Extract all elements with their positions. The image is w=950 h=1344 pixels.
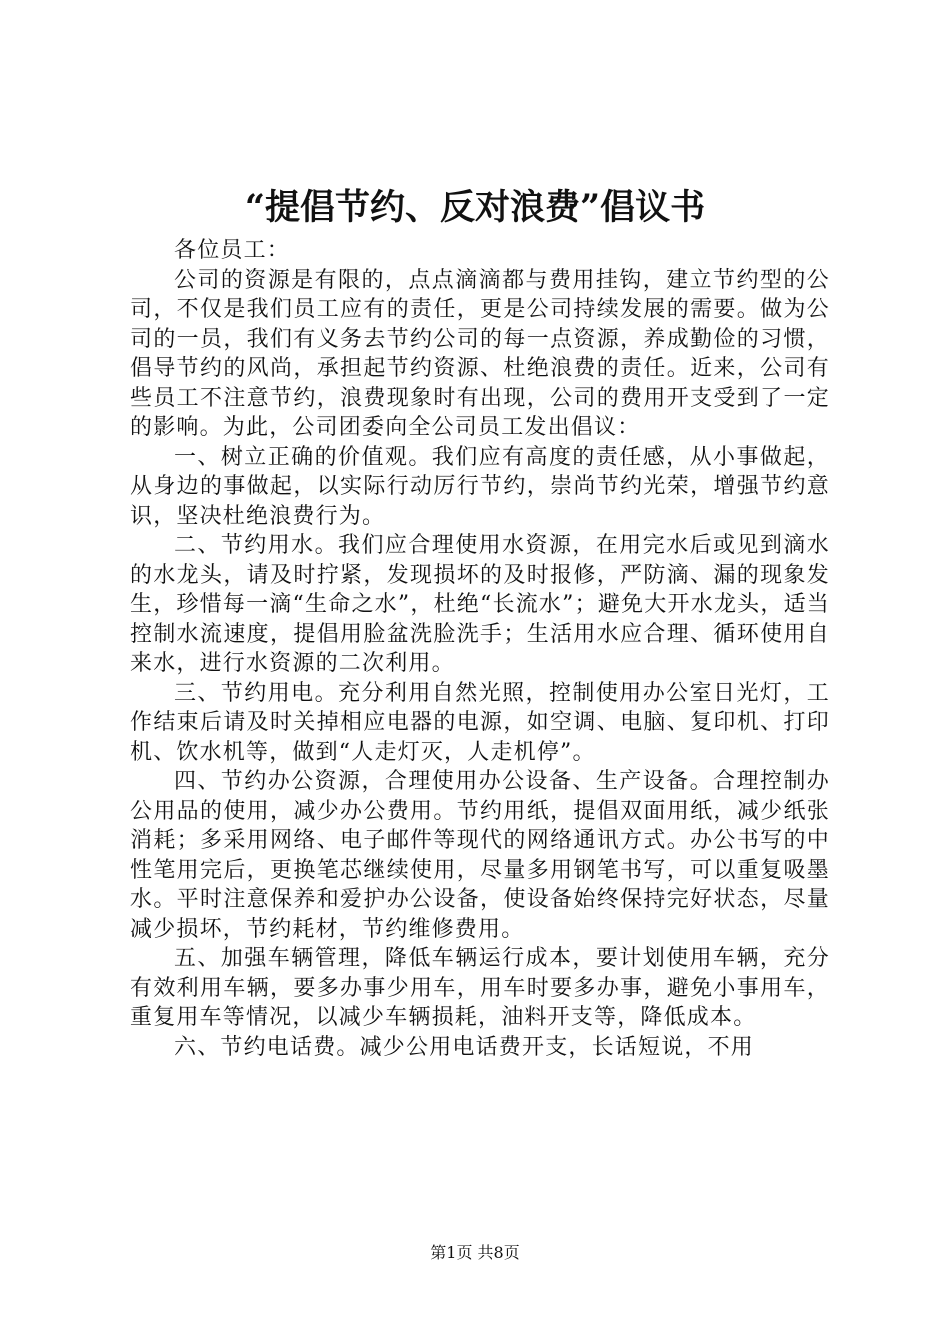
salutation: 各位员工： [174, 238, 291, 263]
paragraph-6: 六、节约电话费。减少公用电话费开支，长话短说，不用 [174, 1034, 755, 1060]
paragraph-3: 三、节约用电。充分利用自然光照，控制使用办公室日光灯，工作结束后请及时关掉相应电器的电源，如空调、电脑、复印机、打印机、饮水机等，做到“人走灯灭，人走机停”。 [130, 680, 830, 765]
paragraph-2: 二、节约用水。我们应合理使用水资源，在用完水后或见到滴水的水龙头，请及时拧紧，发现损坏的及时报修，严防滴、漏的现象发生，珍惜每一滴“生命之水”，杜绝“长流水”；避免大开水龙头，适当控制水流速度，提倡用脸盆洗脸洗手；生活用水应合理、循环使用自来水，进行水资源的二次利用。 [130, 533, 830, 676]
paragraph-1: 一、树立正确的价值观。我们应有高度的责任感，从小事做起，从身边的事做起，以实际行动厉行节约，崇尚节约光荣，增强节约意识，坚决杜绝浪费行为。 [130, 444, 830, 529]
document-title: “提倡节约、反对浪费”倡议书 [244, 187, 706, 228]
paragraph-intro: 公司的资源是有限的，点点滴滴都与费用挂钩，建立节约型的公司，不仅是我们员工应有的责任，更是公司持续发展的需要。做为公司的一员，我们有义务去节约公司的每一点资源，养成勤俭的习惯，倡导节约的风尚，承担起节约资源、杜绝浪费的责任。近来，公司有些员工不注意节约，浪费现象时有出现，公司的费用开支受到了一定的影响。为此，公司团委向全公司员工发出倡议： [130, 267, 830, 440]
paragraph-4: 四、节约办公资源，合理使用办公设备、生产设备。合理控制办公用品的使用，减少办公费用。节约用纸，提倡双面用纸，减少纸张消耗；多采用网络、电子邮件等现代的网络通讯方式。办公书写的中性笔用完后，更换笔芯继续使用，尽量多用钢笔书写，可以重复吸墨水。平时注意保养和爱护办公设备，使设备始终保持完好状态，尽量减少损坏，节约耗材，节约维修费用。 [130, 769, 830, 942]
paragraph-5: 五、加强车辆管理，降低车辆运行成本，要计划使用车辆，充分有效利用车辆，要多办事少用车，用车时要多办事，避免小事用车，重复用车等情况，以减少车辆损耗，油料开支等，降低成本。 [130, 946, 830, 1030]
document-body [130, 236, 830, 1062]
page-footer: 第1页 共8页 [430, 1243, 520, 1262]
